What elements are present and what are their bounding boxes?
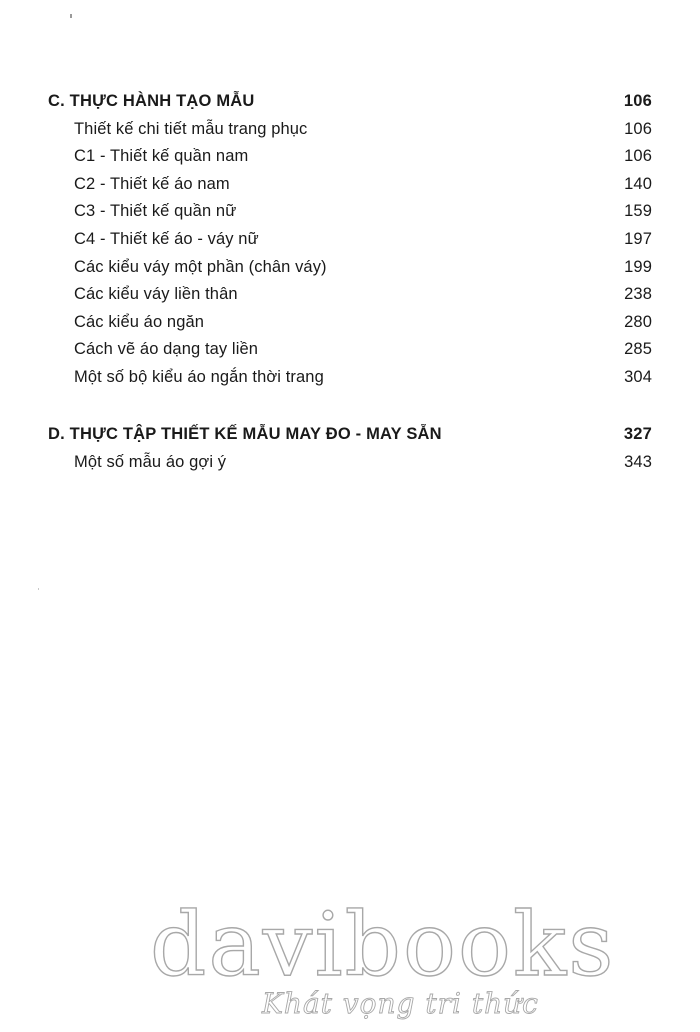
section-heading-page: 327 — [623, 425, 652, 443]
toc-entry — [48, 116, 652, 144]
watermark-slogan: Khát vọng tri thức — [262, 987, 539, 1020]
toc-entry — [48, 449, 652, 477]
section-heading-title: C. THỰC HÀNH TẠO MẪU — [48, 92, 255, 110]
toc-entry — [48, 226, 652, 254]
watermark-logo: davibooks — [150, 893, 616, 996]
toc-entry-title: C3 - Thiết kế quần nữ — [74, 202, 237, 221]
toc-entry-page: 159 — [624, 202, 652, 221]
toc-entry-title: Một số mẫu áo gợi ý — [74, 452, 227, 471]
toc-entry-page: 280 — [624, 312, 652, 331]
toc-entry-page: 106 — [624, 119, 652, 138]
toc-entry-title: Thiết kế chi tiết mẫu trang phục — [74, 119, 308, 138]
toc-entry-title: C2 - Thiết kế áo nam — [74, 174, 230, 193]
toc-entry-page: 106 — [624, 147, 652, 166]
toc-entry — [48, 336, 652, 364]
scan-speck — [38, 588, 39, 590]
scan-speck — [70, 14, 72, 18]
toc-entry — [48, 143, 652, 171]
toc-entry-title: Các kiểu áo ngăn — [74, 312, 205, 331]
toc-entry-page: 199 — [624, 257, 652, 276]
toc-entry-page: 197 — [624, 229, 652, 248]
section-heading-title: D. THỰC TẬP THIẾT KẾ MẪU MAY ĐO - MAY SẴN — [48, 425, 442, 443]
section-heading — [48, 88, 652, 116]
toc-section-c — [48, 88, 652, 392]
section-heading-page: 106 — [623, 92, 652, 110]
toc-entry-title: C1 - Thiết kế quần nam — [74, 147, 249, 166]
toc-entry — [48, 254, 652, 282]
toc-entry-page: 304 — [624, 367, 652, 386]
toc-entry — [48, 364, 652, 392]
toc-entry-page: 140 — [624, 174, 652, 193]
toc-entry-title: C4 - Thiết kế áo - váy nữ — [74, 229, 259, 248]
toc-entry — [48, 198, 652, 226]
toc-entry-page: 285 — [624, 340, 652, 359]
toc-entry-title: Các kiểu váy một phần (chân váy) — [74, 257, 327, 276]
toc-entry-title: Một số bộ kiểu áo ngắn thời trang — [74, 367, 324, 386]
toc-entry-title: Các kiểu váy liền thân — [74, 285, 238, 304]
toc-entry-page: 343 — [624, 452, 652, 471]
section-heading — [48, 421, 652, 449]
toc-entry — [48, 281, 652, 309]
toc-entry-page: 238 — [624, 285, 652, 304]
toc-entry-title: Cách vẽ áo dạng tay liền — [74, 340, 259, 359]
toc-entry — [48, 309, 652, 337]
toc-entry — [48, 171, 652, 199]
publisher-watermark — [0, 895, 700, 1032]
toc-section-d — [48, 421, 652, 476]
